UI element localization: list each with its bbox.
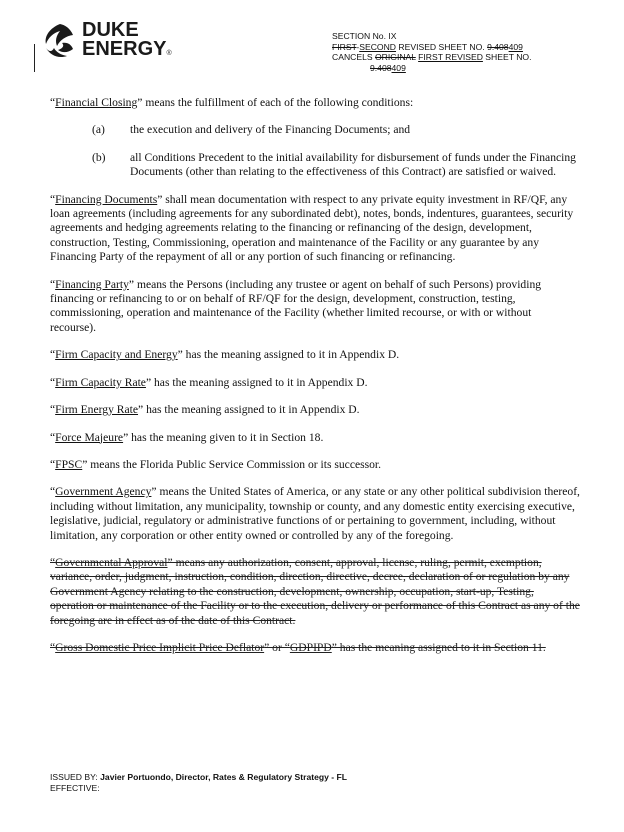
inserted-sheet-number: 409 — [508, 41, 523, 52]
struck-sheet-number: 9.408 — [487, 41, 509, 52]
term-gdpipd: GDPIPD — [289, 640, 332, 654]
deleted-definition-governmental-approval: “Governmental Approval” means any authorization, consent, approval, license, ruling, permit, exemption, variance, order, judgment, instruction, condition, direction, directive, decree, declaration of or regulation by any Government Agency relating to the construction, development, ownership, occupation, start-up, Testing, operation or maintenance of the Facility or to the execution, delivery or performance of this Contract as any of the foregoing are in effect as of the date of this Contract. — [50, 555, 580, 627]
term-fpsc: FPSC — [55, 457, 83, 471]
sheet-number-block — [332, 31, 531, 73]
definition-fpsc: “FPSC” means the Florida Public Service Commission or its successor. — [50, 457, 382, 471]
effective-line: EFFECTIVE: — [50, 782, 100, 793]
duke-energy-logo — [40, 20, 170, 70]
inserted-cancels-revision: FIRST REVISED — [418, 52, 483, 62]
definition-financial-closing: “Financial Closing” means the fulfillment of each of the following conditions: — [50, 96, 414, 109]
condition-item-b: (b) all Conditions Precedent to the initial availability for disbursement of funds under the Financing Documents (other than relating to the effectiveness of this Contract) are satisfied or waived. — [92, 150, 576, 179]
term-firm-capacity-energy: Firm Capacity and Energy — [55, 348, 178, 362]
definition-financing-documents: “Financing Documents” shall mean documentation with respect to any private equity investment in RF/QF, any loan agreements (including agreements for any subordinated debt), notes, bonds, indentures, guarantees, security agreements and hedging agreements relating to the financing or refinancing of the design, development, construction, Testing, Commissioning, operation and maintenance of the Facility or any guarantee by any Financing Party of the repayment of all or any portion of such financing or refinancing. — [50, 192, 574, 264]
struck-cancels-revision: ORIGINAL — [374, 52, 416, 62]
cancels-sheet-number: 9.408409 — [370, 62, 406, 73]
definition-firm-energy-rate: “Firm Energy Rate” has the meaning assigned to it in Appendix D. — [50, 403, 360, 417]
term-government-agency: Government Agency — [55, 485, 152, 499]
list-marker: (b) — [92, 150, 106, 164]
logo-wordmark — [82, 21, 172, 63]
definition-financing-party: “Financing Party” means the Persons (including any trustee or agent on behalf of such Persons) providing financing or refinancing to or on behalf of RF/QF for the design, development, construction, testing, commissioning, operation and maintenance of the Facility (whether limited recourse, or with or without recourse). — [50, 277, 542, 334]
revised-sheet-line: FIRST-SECOND REVISED SHEET NO. 9.408409 — [332, 41, 523, 52]
definition-firm-capacity-rate: “Firm Capacity Rate” has the meaning assigned to it in Appendix D. — [50, 375, 368, 389]
term-firm-energy-rate: Firm Energy Rate — [55, 403, 139, 417]
condition-item-a: (a) the execution and delivery of the Financing Documents; and — [92, 123, 411, 137]
deleted-definition-gdpipd: “Gross Domestic Price Implicit Price Deflator” or “GDPIPD” has the meaning assigned to it in Section 11. — [50, 640, 546, 654]
issuer-name: Javier Portuondo, Director, Rates & Regulatory Strategy - FL — [97, 772, 348, 782]
definition-government-agency: “Government Agency” means the United States of America, or any state or any other political subdivision thereof, including without limitation, any municipality, township or county, and any domestic entity exercising executive, legislative, judicial, regulatory or administrative functions of or pertaining to government, including, without limitation, any corporation or other entity owned or controlled by any of the foregoing. — [50, 485, 580, 542]
revision-margin-bar — [34, 44, 35, 72]
registered-mark: ® — [166, 50, 172, 57]
definition-firm-capacity-energy: “Firm Capacity and Energy” has the meaning assigned to it in Appendix D. — [50, 348, 400, 362]
struck-revision: FIRST — [332, 41, 357, 52]
duke-energy-flame-icon — [40, 22, 76, 62]
term-force-majeure: Force Majeure — [55, 430, 124, 444]
logo-line-duke: DUKE — [82, 19, 139, 41]
issuance-footer — [50, 772, 347, 793]
term-governmental-approval: Governmental Approval — [55, 555, 168, 569]
inserted-revision: SECOND — [359, 41, 397, 52]
logo-line-energy: ENERGY — [82, 38, 167, 60]
term-financing-documents: Financing Documents — [55, 192, 158, 206]
term-gross-domestic-price-deflator: Gross Domestic Price Implicit Price Deflator — [55, 640, 265, 654]
section-number: SECTION No. IX — [332, 31, 397, 41]
term-firm-capacity-rate: Firm Capacity Rate — [55, 375, 146, 389]
cancels-sheet-line: CANCELS ORIGINAL FIRST REVISED SHEET NO. — [332, 52, 532, 62]
term-financing-party: Financing Party — [55, 277, 129, 291]
term-financial-closing: Financial Closing — [55, 96, 138, 109]
tariff-body-text — [50, 96, 580, 668]
definition-force-majeure: “Force Majeure” has the meaning given to it in Section 18. — [50, 430, 324, 444]
list-marker: (a) — [92, 123, 105, 137]
issued-by-line: ISSUED BY: Javier Portuondo, Director, Rates & Regulatory Strategy - FL — [50, 772, 348, 782]
